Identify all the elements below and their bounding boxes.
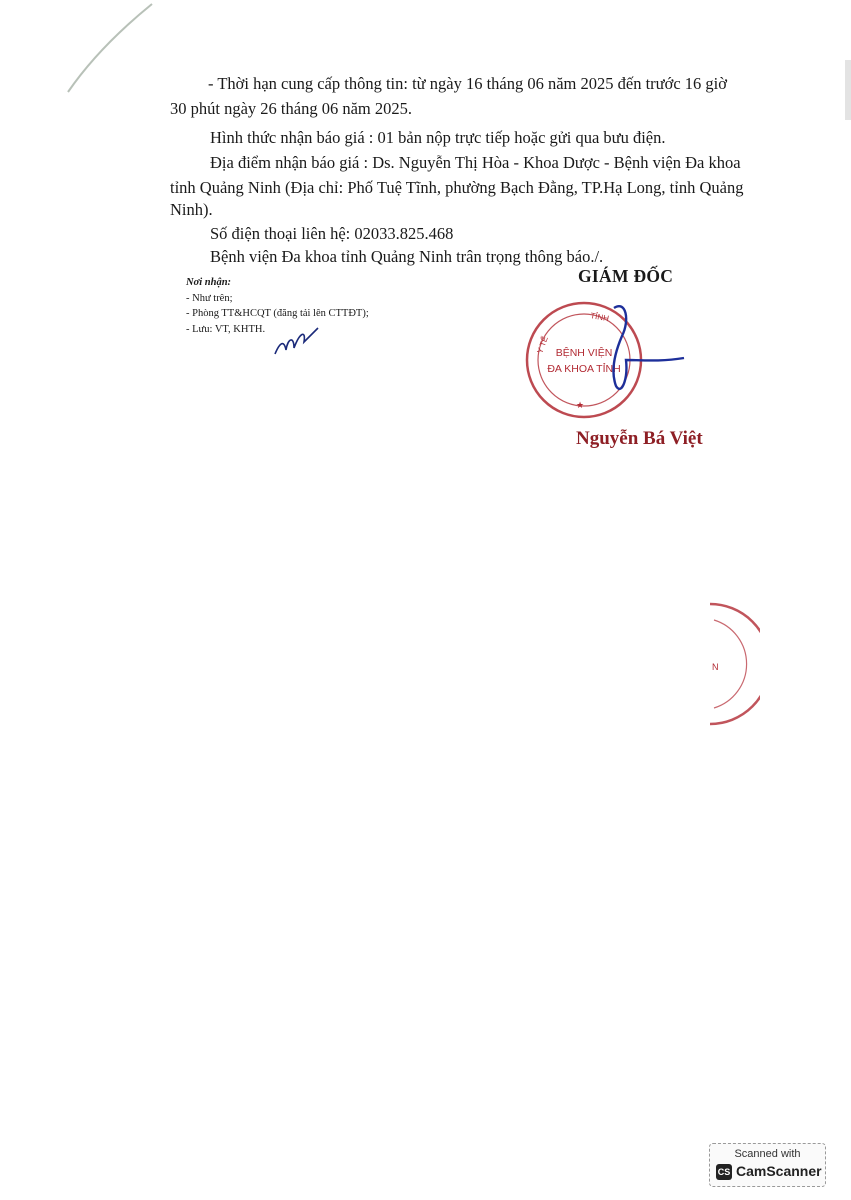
signer-name: Nguyễn Bá Việt xyxy=(576,428,703,449)
closing-line: Bệnh viện Đa khoa tỉnh Quảng Ninh trân trọng thông báo./. xyxy=(210,247,604,266)
scan-edge-mark-right xyxy=(845,60,851,120)
stamp-line-2: ĐA KHOA TỈNH xyxy=(547,363,621,375)
signer-title: GIÁM ĐỐC xyxy=(578,266,674,286)
recipient-item: - Phòng TT&HCQT (đăng tải lên CTTĐT); xyxy=(186,308,369,319)
quote-location-line-2: tỉnh Quảng Ninh (Địa chỉ: Phố Tuệ Tĩnh, phường Bạch Đằng, TP.Hạ Long, tỉnh Quảng xyxy=(170,178,744,197)
contact-phone-line: Số điện thoại liên hệ: 02033.825.468 xyxy=(210,224,454,243)
deadline-line-2: 30 phút ngày 26 tháng 06 năm 2025. xyxy=(170,99,412,118)
partial-stamp-right xyxy=(690,600,760,730)
recipient-item: - Như trên; xyxy=(186,292,233,304)
initial-signature xyxy=(270,322,330,362)
stamp-ring-left: Y TẾ xyxy=(535,335,550,355)
camscanner-badge xyxy=(709,1143,826,1187)
quote-method-line: Hình thức nhận báo giá : 01 bản nộp trực tiếp hoặc gửi qua bưu điện. xyxy=(210,128,666,147)
recipient-item: - Lưu: VT, KHTH. xyxy=(186,323,266,335)
svg-text:N: N xyxy=(712,662,719,672)
recipients-title: Nơi nhận: xyxy=(186,277,232,288)
camscanner-brand: CamScanner xyxy=(736,1163,822,1179)
stamp-ring-top: TỈNH xyxy=(589,311,610,324)
scanned-with-label: Scanned with xyxy=(734,1148,801,1160)
quote-location-line-1: Địa điểm nhận báo giá : Ds. Nguyễn Thị Hòa - Khoa Dược - Bệnh viện Đa khoa xyxy=(210,153,741,172)
camscanner-logo-icon: CS xyxy=(716,1164,732,1180)
scan-edge-mark xyxy=(60,0,160,100)
deadline-line-1: - Thời hạn cung cấp thông tin: từ ngày 16 tháng 06 năm 2025 đến trước 16 giờ xyxy=(208,74,727,93)
stamp-line-1: BỆNH VIỆN xyxy=(555,347,613,359)
stamp-star-icon: ★ xyxy=(575,401,585,411)
quote-location-line-3: Ninh). xyxy=(170,200,213,219)
director-signature xyxy=(600,300,690,420)
